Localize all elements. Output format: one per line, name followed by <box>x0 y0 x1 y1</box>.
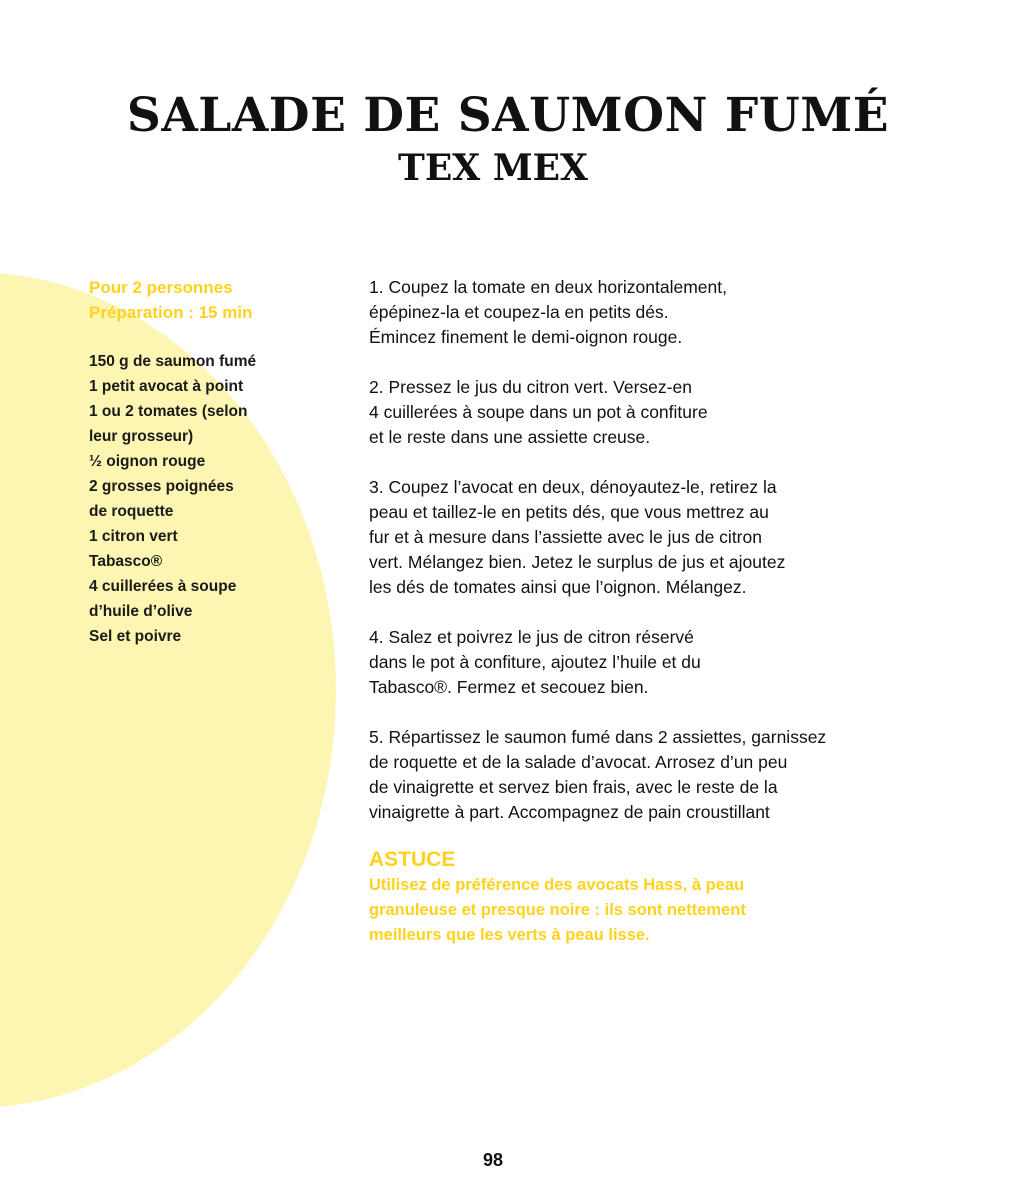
step-line: 3. Coupez l’avocat en deux, dénoyautez-le, retirez la <box>369 477 777 497</box>
step-line: Émincez finement le demi-oignon rouge. <box>369 327 683 347</box>
tip-line: Utilisez de préférence des avocats Hass, à peau <box>369 876 745 894</box>
step-line: 4 cuillerées à soupe dans un pot à confiture <box>369 402 708 422</box>
step-line: 4. Salez et poivrez le jus de citron réservé <box>369 627 694 647</box>
step-line: épépinez-la et coupez-la en petits dés. <box>369 302 669 322</box>
ingredient-item: 1 ou 2 tomates (selon <box>89 403 248 420</box>
step-4 <box>369 625 1009 700</box>
ingredient-item: 1 citron vert <box>89 528 178 545</box>
step-line: dans le pot à confiture, ajoutez l’huile et du <box>369 652 701 672</box>
step-3 <box>369 475 1009 600</box>
ingredient-item: 4 cuillerées à soupe <box>89 578 237 595</box>
tip-title: ASTUCE <box>369 848 456 871</box>
step-2 <box>369 375 1009 450</box>
prep-time: Préparation : 15 min <box>89 303 253 322</box>
ingredient-item: ½ oignon rouge <box>89 453 206 470</box>
step-line: 5. Répartissez le saumon fumé dans 2 assiettes, garnissez <box>369 727 827 747</box>
tip-line: granuleuse et presque noire : ils sont nettement <box>369 901 746 919</box>
step-line: fur et à mesure dans l’assiette avec le jus de citron <box>369 527 762 547</box>
step-line: 2. Pressez le jus du citron vert. Versez-en <box>369 377 692 397</box>
ingredient-item: 1 petit avocat à point <box>89 378 244 395</box>
step-5 <box>369 725 1009 825</box>
servings: Pour 2 personnes <box>89 278 233 297</box>
ingredient-item: Tabasco® <box>89 553 163 570</box>
tip-line: meilleurs que les verts à peau lisse. <box>369 926 650 944</box>
step-line: 1. Coupez la tomate en deux horizontalement, <box>369 277 727 297</box>
step-line: Tabasco®. Fermez et secouez bien. <box>369 677 649 697</box>
ingredient-item: Sel et poivre <box>89 628 182 645</box>
step-line: les dés de tomates ainsi que l’oignon. Mélangez. <box>369 577 747 597</box>
step-line: peau et taillez-le en petits dés, que vous mettrez au <box>369 502 769 522</box>
step-line: de vinaigrette et servez bien frais, avec le reste de la <box>369 777 778 797</box>
step-line: vert. Mélangez bien. Jetez le surplus de jus et ajoutez <box>369 552 786 572</box>
ingredient-item: d’huile d’olive <box>89 603 193 620</box>
step-line: vinaigrette à part. Accompagnez de pain croustillant <box>369 802 770 822</box>
recipe-info-column <box>89 275 339 649</box>
instructions-column <box>369 275 1009 948</box>
ingredient-item: de roquette <box>89 503 174 520</box>
recipe-subtitle: TEX MEX <box>398 147 588 189</box>
page-number: 98 <box>482 1150 504 1170</box>
step-line: et le reste dans une assiette creuse. <box>369 427 651 447</box>
recipe-title: SALADE DE SAUMON FUMÉ <box>126 88 890 143</box>
ingredient-item: leur grosseur) <box>89 428 194 445</box>
ingredient-item: 2 grosses poignées <box>89 478 234 495</box>
ingredient-item: 150 g de saumon fumé <box>89 353 257 370</box>
step-1 <box>369 275 1009 350</box>
step-line: de roquette et de la salade d’avocat. Arrosez d’un peu <box>369 752 788 772</box>
ingredient-list <box>89 349 339 649</box>
